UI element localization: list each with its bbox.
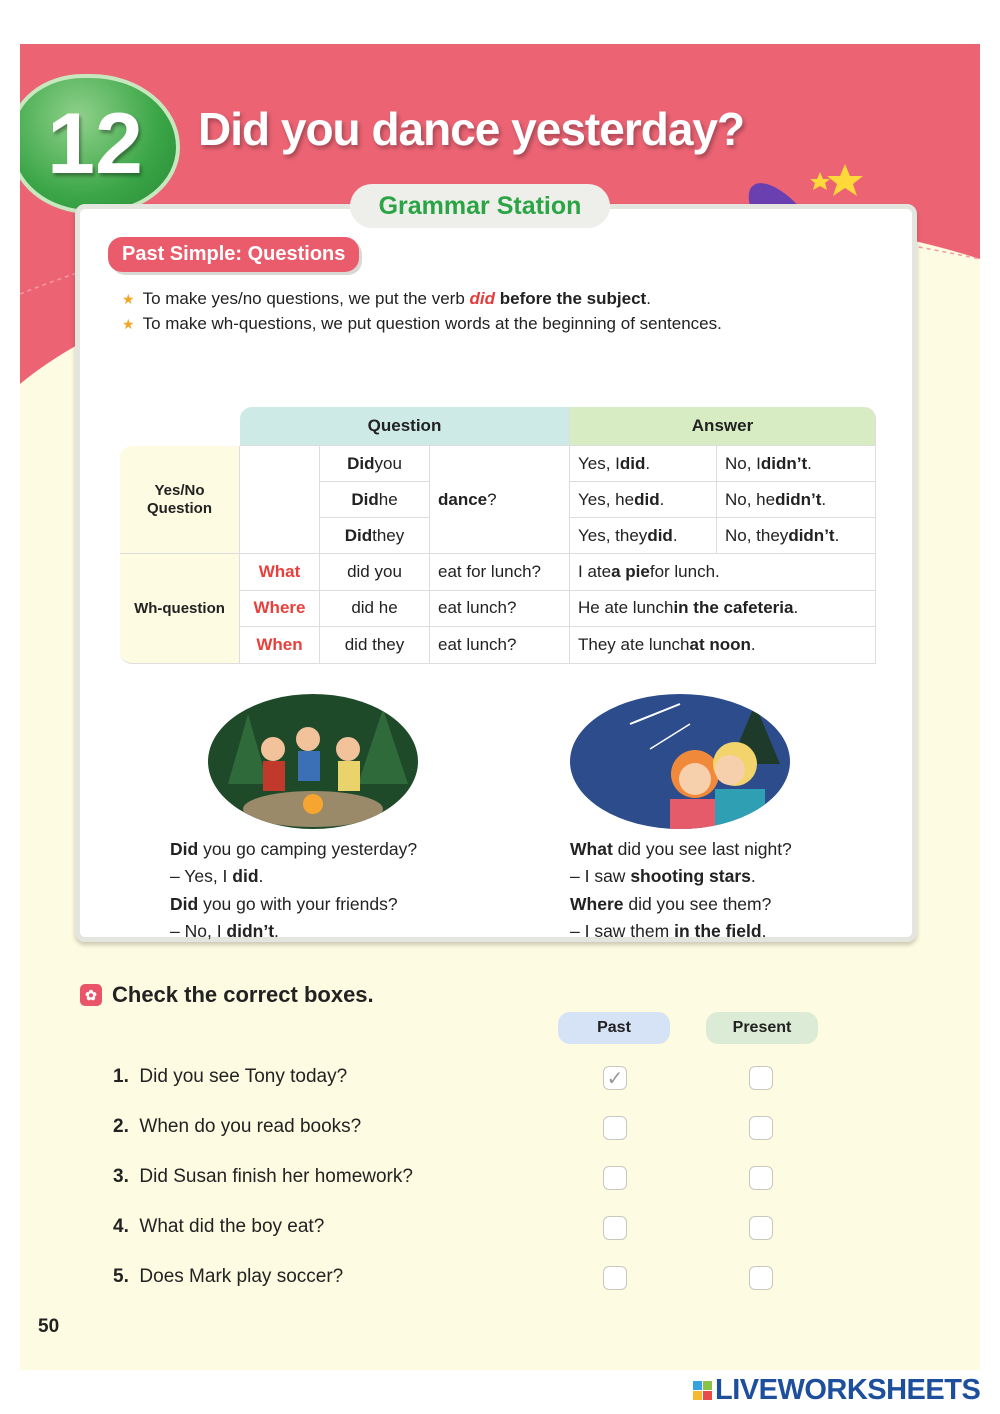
text-segment: Yes, they bbox=[578, 525, 648, 545]
exercise-item bbox=[113, 1266, 343, 1288]
star-icon: ★ bbox=[122, 290, 135, 307]
text-segment: – Yes, I bbox=[170, 866, 233, 887]
column-present: Present bbox=[706, 1012, 818, 1044]
emphasis-text: Did bbox=[344, 525, 373, 545]
no-answer bbox=[717, 518, 876, 554]
item-question: Does Mark play soccer? bbox=[139, 1266, 344, 1287]
item-number: 1. bbox=[113, 1066, 129, 1087]
text-segment: – I saw them bbox=[570, 920, 675, 941]
text-segment: . bbox=[659, 489, 665, 509]
item-number: 3. bbox=[113, 1166, 129, 1187]
emphasis-text: did bbox=[647, 525, 673, 545]
emphasis-text: did bbox=[619, 453, 646, 473]
answer-cell bbox=[570, 554, 876, 591]
liveworksheets-logo bbox=[693, 1374, 980, 1407]
worksheet-page bbox=[20, 44, 980, 1370]
present-checkbox[interactable] bbox=[749, 1116, 773, 1140]
emphasis-text: didn’t bbox=[775, 489, 822, 509]
empty-cell bbox=[240, 446, 320, 554]
past-checkbox[interactable] bbox=[603, 1216, 627, 1240]
logo-grid-icon bbox=[693, 1381, 712, 1400]
emphasis-text: in the cafeteria bbox=[673, 598, 794, 618]
past-checkbox[interactable]: ✓ bbox=[603, 1066, 627, 1090]
text-segment: you go with your friends? bbox=[198, 893, 398, 914]
auxiliary-cell: did they bbox=[320, 627, 430, 664]
text-segment: . bbox=[834, 525, 840, 545]
rest-cell: eat lunch? bbox=[430, 627, 570, 664]
bullet-1 bbox=[122, 289, 651, 309]
emphasis-text: What bbox=[570, 839, 613, 859]
text-segment: did you see them? bbox=[623, 893, 772, 914]
question-word: What bbox=[240, 554, 320, 591]
emphasis-text: did bbox=[634, 489, 660, 509]
yes-answer bbox=[570, 482, 717, 518]
item-question: When do you read books? bbox=[139, 1116, 362, 1137]
text-segment: . bbox=[750, 866, 756, 887]
caption-line bbox=[570, 891, 792, 918]
present-checkbox[interactable] bbox=[749, 1266, 773, 1290]
past-checkbox[interactable] bbox=[603, 1116, 627, 1140]
answer-cell bbox=[570, 591, 876, 628]
question-word: When bbox=[240, 627, 320, 664]
text-segment: – No, I bbox=[170, 920, 227, 941]
question-word: Where bbox=[240, 591, 320, 628]
answer-cell bbox=[570, 627, 876, 664]
label-yes-no: Yes/No Question bbox=[120, 446, 240, 554]
past-checkbox[interactable] bbox=[603, 1166, 627, 1190]
caption-line bbox=[170, 891, 417, 918]
text-segment: I ate bbox=[578, 561, 612, 581]
text-segment: No, I bbox=[725, 453, 761, 473]
auxiliary-cell: did he bbox=[320, 591, 430, 628]
text-segment: . bbox=[821, 489, 827, 509]
emphasis-text: Where bbox=[570, 893, 624, 914]
text-segment: you go camping yesterday? bbox=[198, 839, 418, 859]
text-segment: To make wh-questions, we put question words at the beginning of sentences. bbox=[142, 314, 722, 333]
verb-cell bbox=[430, 446, 570, 554]
emphasis-text: did bbox=[469, 289, 496, 308]
subject-cell bbox=[320, 446, 430, 482]
text-segment: . bbox=[793, 598, 799, 618]
emphasis-text: shooting stars bbox=[630, 866, 751, 887]
text-segment: . bbox=[646, 289, 651, 308]
example-caption-camping bbox=[170, 836, 417, 945]
emphasis-text: at noon bbox=[689, 634, 751, 654]
text-segment: they bbox=[372, 525, 405, 545]
text-segment: . bbox=[274, 920, 279, 941]
grammar-station-tab: Grammar Station bbox=[350, 184, 610, 228]
text-segment: you bbox=[374, 453, 402, 473]
text-segment: No, they bbox=[725, 525, 789, 545]
label-wh: Wh-question bbox=[120, 554, 240, 664]
header-answer: Answer bbox=[570, 407, 876, 446]
text-segment: Yes, he bbox=[578, 489, 635, 509]
camping-illustration bbox=[208, 694, 418, 829]
no-answer bbox=[717, 446, 876, 482]
emphasis-text: Did bbox=[170, 893, 199, 914]
emphasis-text: didn’t bbox=[226, 920, 275, 941]
exercise-item bbox=[113, 1066, 347, 1088]
exercise-item bbox=[113, 1216, 324, 1238]
exercise-instruction: Check the correct boxes. bbox=[112, 982, 374, 1007]
emphasis-text: Did bbox=[170, 839, 199, 859]
text-segment: Yes, I bbox=[578, 453, 620, 473]
text-segment: They ate lunch bbox=[578, 634, 690, 654]
rest-cell: eat lunch? bbox=[430, 591, 570, 628]
emphasis-text: didn’t bbox=[760, 453, 808, 473]
present-checkbox[interactable] bbox=[749, 1166, 773, 1190]
header-question: Question bbox=[240, 407, 570, 446]
yes-answer bbox=[570, 518, 717, 554]
text-segment: No, he bbox=[725, 489, 776, 509]
caption-line bbox=[170, 836, 417, 863]
bullet-2 bbox=[122, 314, 722, 334]
text-segment: – I saw bbox=[570, 866, 631, 887]
item-question: What did the boy eat? bbox=[139, 1216, 325, 1237]
text-segment: . bbox=[672, 525, 678, 545]
emphasis-text: before the subject bbox=[499, 289, 647, 308]
present-checkbox[interactable] bbox=[749, 1216, 773, 1240]
text-segment: ? bbox=[487, 489, 497, 509]
present-checkbox[interactable] bbox=[749, 1066, 773, 1090]
item-question: Did Susan finish her homework? bbox=[139, 1166, 413, 1187]
grammar-table bbox=[120, 407, 876, 666]
emphasis-text: dance bbox=[438, 489, 488, 509]
caption-line bbox=[570, 863, 792, 890]
example-caption-stars bbox=[570, 836, 792, 945]
auxiliary-cell: did you bbox=[320, 554, 430, 591]
bullet-text bbox=[143, 289, 651, 309]
text-segment: . bbox=[750, 634, 756, 654]
flower-icon: ✿ bbox=[80, 984, 102, 1006]
emphasis-text: in the field bbox=[674, 920, 762, 941]
subject-cell bbox=[320, 518, 430, 554]
emphasis-text: did bbox=[232, 866, 259, 887]
text-segment: he bbox=[378, 489, 398, 509]
brand-name: LIVEWORKSHEETS bbox=[715, 1374, 981, 1406]
emphasis-text: Did bbox=[351, 489, 379, 509]
page-number: 50 bbox=[38, 1316, 60, 1337]
shooting-stars-illustration bbox=[570, 694, 790, 829]
bullet-text bbox=[143, 314, 722, 334]
item-number: 4. bbox=[113, 1216, 129, 1237]
exercise-item bbox=[113, 1166, 413, 1188]
text-segment: for lunch. bbox=[649, 561, 720, 581]
text-segment: . bbox=[761, 920, 767, 941]
exercise-item bbox=[113, 1116, 361, 1138]
no-answer bbox=[717, 482, 876, 518]
grammar-card bbox=[75, 204, 917, 942]
item-number: 2. bbox=[113, 1116, 129, 1137]
text-segment: . bbox=[645, 453, 651, 473]
page-title: Did you dance yesterday? bbox=[198, 103, 745, 155]
caption-line bbox=[170, 863, 417, 890]
section-subheading: Past Simple: Questions bbox=[108, 237, 359, 272]
unit-number-badge: 12 bbox=[20, 74, 180, 214]
star-icon: ★ bbox=[122, 315, 135, 332]
column-past: Past bbox=[558, 1012, 670, 1044]
exercise-heading bbox=[80, 982, 374, 1008]
text-segment: He ate lunch bbox=[578, 598, 674, 618]
item-question: Did you see Tony today? bbox=[139, 1066, 348, 1087]
text-segment: To make yes/no questions, we put the verb bbox=[142, 289, 470, 308]
past-checkbox[interactable] bbox=[603, 1266, 627, 1290]
rest-cell: eat for lunch? bbox=[430, 554, 570, 591]
yes-answer bbox=[570, 446, 717, 482]
emphasis-text: didn’t bbox=[788, 525, 835, 545]
emphasis-text: a pie bbox=[611, 561, 650, 581]
caption-line bbox=[570, 836, 792, 863]
emphasis-text: Did bbox=[347, 453, 375, 473]
text-segment: . bbox=[807, 453, 812, 473]
item-number: 5. bbox=[113, 1266, 129, 1287]
caption-line bbox=[170, 918, 417, 945]
caption-line bbox=[570, 918, 792, 945]
text-segment: . bbox=[258, 866, 264, 887]
subject-cell bbox=[320, 482, 430, 518]
text-segment: did you see last night? bbox=[612, 839, 792, 859]
